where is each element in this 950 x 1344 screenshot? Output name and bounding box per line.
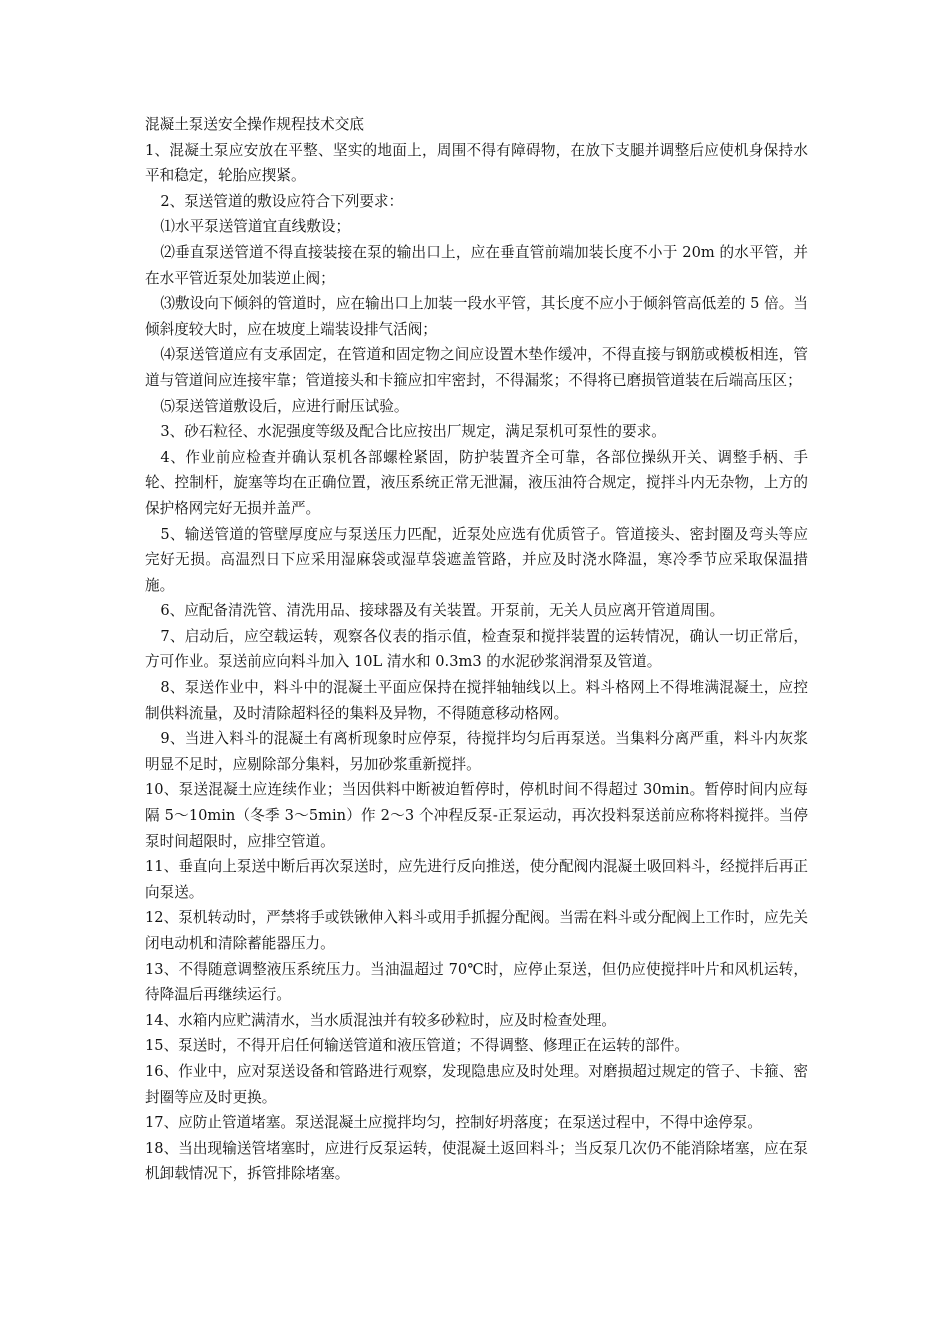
paragraph-1: 1、混凝土泵应安放在平整、坚实的地面上，周围不得有障碍物，在放下支腿并调整后应使机身保持水平和稳定，轮胎应揳紧。 [145, 141, 808, 185]
document-page [145, 112, 808, 1187]
paragraph-17: 17、应防止管道堵塞。泵送混凝土应搅拌均匀，控制好坍落度；在泵送过程中，不得中途停泵。 [145, 1114, 762, 1132]
paragraph-14: 14、水箱内应贮满清水，当水质混浊并有较多砂粒时，应及时检查处理。 [145, 1011, 616, 1029]
paragraph-5: 5、输送管道的管壁厚度应与泵送压力匹配，近泵处应选有优质管子。管道接头、密封圈及弯头等应完好无损。高温烈日下应采用湿麻袋或湿草袋遮盖管路，并应及时浇水降温，寒冷季节应采取保温措施。 [145, 525, 808, 594]
paragraph-2-item-3: ⑶敷设向下倾斜的管道时，应在输出口上加装一段水平管，其长度不应小于倾斜管高低差的 5 倍。当倾斜度较大时，应在坡度上端装设排气活阀； [145, 295, 808, 338]
paragraph-8: 8、泵送作业中，料斗中的混凝土平面应保持在搅拌轴轴线以上。料斗格网上不得堆满混凝土，应控制供料流量，及时清除超料径的集料及异物，不得随意移动格网。 [145, 679, 808, 722]
paragraph-9: 9、当进入料斗的混凝土有离析现象时应停泵，待搅拌均匀后再泵送。当集料分离严重，料斗内灰浆明显不足时，应剔除部分集料，另加砂浆重新搅拌。 [145, 730, 808, 773]
paragraph-2-item-5: ⑸泵送管道敷设后，应进行耐压试验。 [160, 397, 409, 415]
paragraph-11: 11、垂直向上泵送中断后再次泵送时，应先进行反向推送，使分配阀内混凝土吸回料斗，经搅拌后再正向泵送。 [145, 858, 808, 901]
paragraph-18: 18、当出现输送管堵塞时，应进行反泵运转，使混凝土返回料斗；当反泵几次仍不能消除堵塞，应在泵机卸载情况下，拆管排除堵塞。 [145, 1139, 808, 1183]
paragraph-2: 2、泵送管道的敷设应符合下列要求： [160, 192, 404, 210]
paragraph-12: 12、泵机转动时，严禁将手或铁锹伸入料斗或用手抓握分配阀。当需在料斗或分配阀上工作时，应先关闭电动机和清除蓄能器压力。 [145, 909, 808, 952]
paragraph-15: 15、泵送时，不得开启任何输送管道和液压管道；不得调整、修理正在运转的部件。 [145, 1037, 689, 1055]
paragraph-4: 4、作业前应检查并确认泵机各部螺栓紧固，防护装置齐全可靠，各部位操纵开关、调整手柄、手轮、控制杆，旋塞等均在正确位置，液压系统正常无泄漏，液压油符合规定，搅拌斗内无杂物，上方的保护格网完好无损并盖严。 [145, 448, 808, 517]
paragraph-10: 10、泵送混凝土应连续作业；当因供料中断被迫暂停时，停机时间不得超过 30min。暂停时间内应每隔 5～10min（冬季 3～5min）作 2～3 个冲程反泵-正泵运动，再次投料泵送前应称将料搅拌。当停泵时间超限时，应排空管道。 [145, 781, 808, 850]
paragraph-6: 6、应配备清洗管、清洗用品、接球器及有关装置。开泵前，无关人员应离开管道周围。 [160, 602, 725, 620]
paragraph-2-item-4: ⑷泵送管道应有支承固定，在管道和固定物之间应设置木垫作缓冲，不得直接与钢筋或模板相连，管道与管道间应连接牢靠；管道接头和卡箍应扣牢密封，不得漏浆；不得将已磨损管道装在后端高压区； [145, 346, 808, 389]
paragraph-16: 16、作业中，应对泵送设备和管路进行观察，发现隐患应及时处理。对磨损超过规定的管子、卡箍、密封圈等应及时更换。 [145, 1062, 808, 1106]
paragraph-13: 13、不得随意调整液压系统压力。当油温超过 70℃时，应停止泵送，但仍应使搅拌叶片和风机运转，待降温后再继续运行。 [145, 960, 808, 1004]
paragraph-2-item-1: ⑴水平泵送管道宜直线敷设； [160, 218, 351, 236]
paragraph-3: 3、砂石粒径、水泥强度等级及配合比应按出厂规定，满足泵机可泵性的要求。 [160, 423, 666, 441]
paragraph-2-item-2: ⑵垂直泵送管道不得直接装接在泵的输出口上，应在垂直管前端加装长度不小于 20m 的水平管，并在水平管近泵处加装逆止阀； [145, 243, 808, 287]
paragraph-7: 7、启动后，应空载运转，观察各仪表的指示值，检查泵和搅拌装置的运转情况，确认一切正常后，方可作业。泵送前应向料斗加入 10L 清水和 0.3m3 的水泥砂浆润滑泵及管道。 [145, 627, 808, 671]
document-title: 混凝土泵送安全操作规程技术交底 [145, 116, 364, 133]
